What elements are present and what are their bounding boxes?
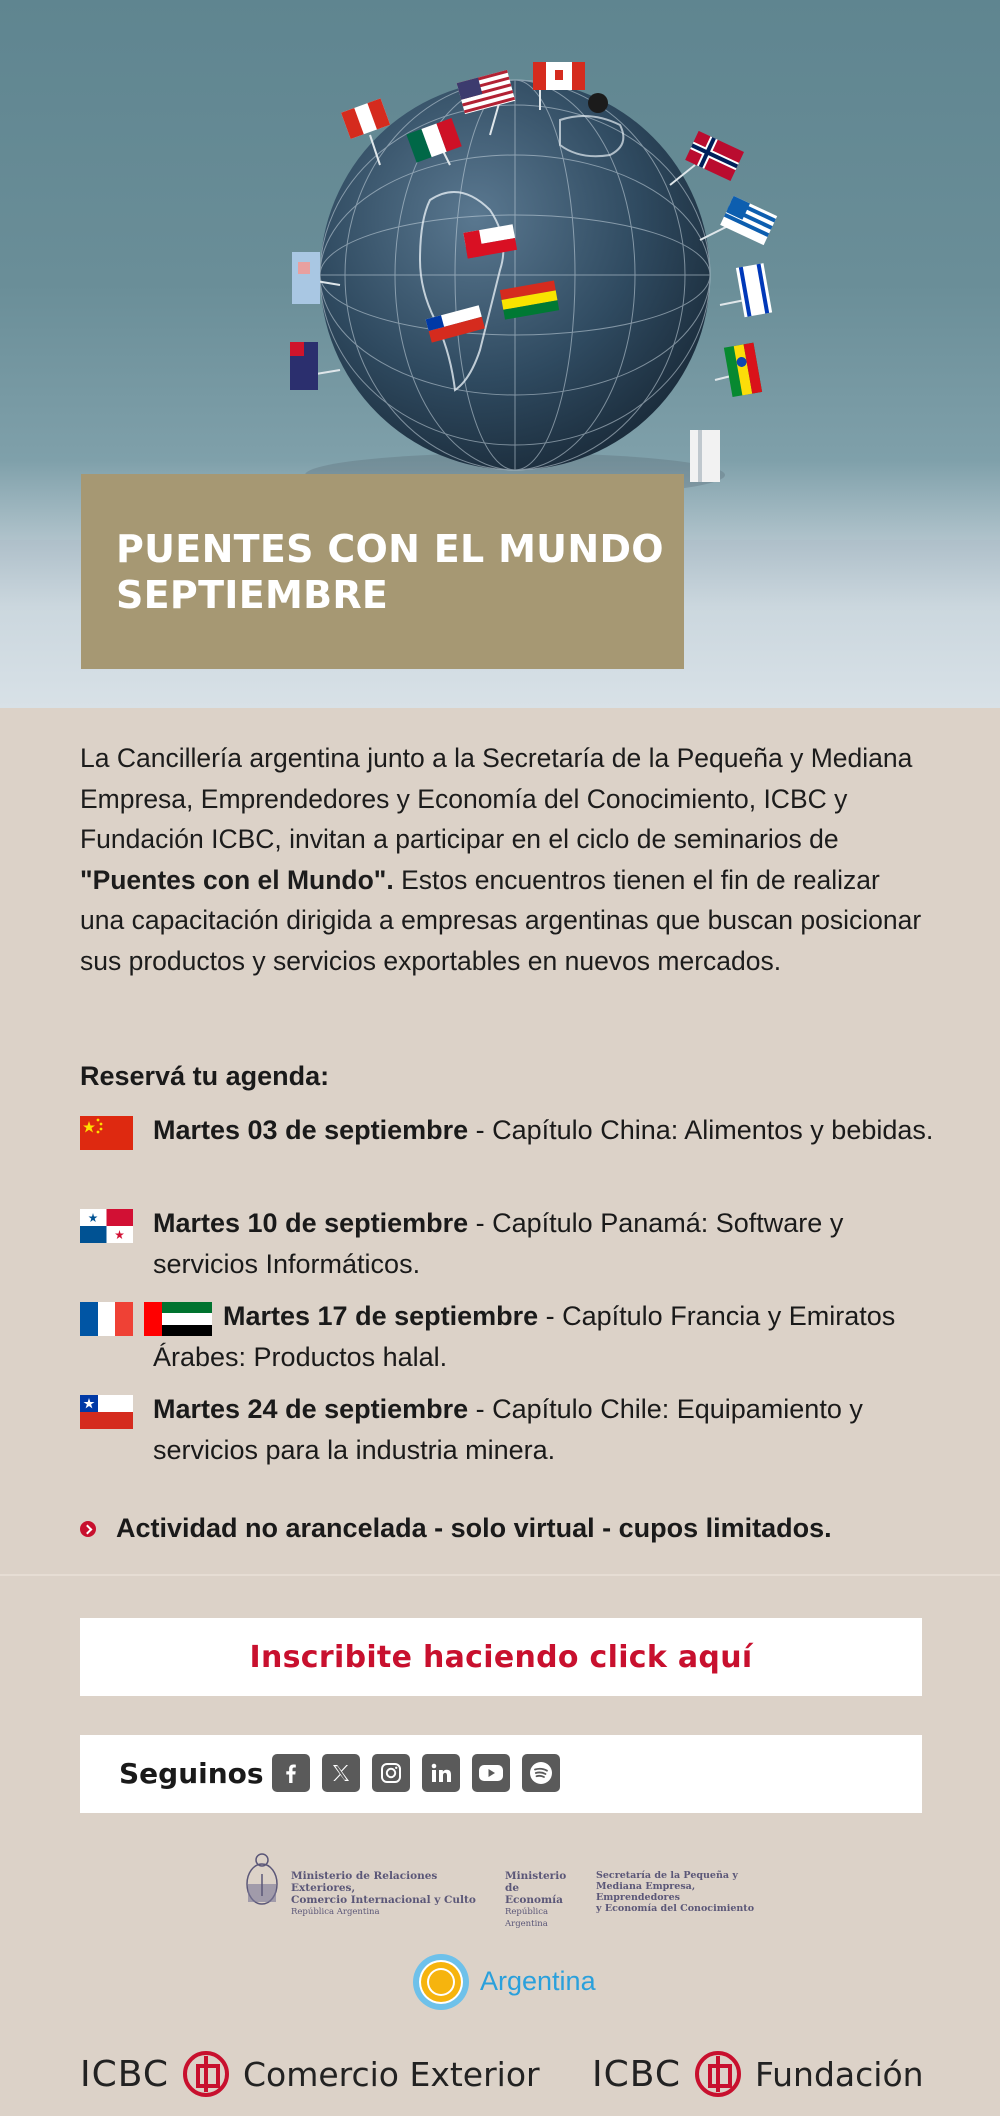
intro-paragraph xyxy=(80,738,930,981)
hero-title xyxy=(116,526,664,618)
ministry-line: y Economía del Conocimiento xyxy=(596,1903,755,1914)
argentina-logo xyxy=(410,1951,610,2013)
ministry-sub: República Argentina xyxy=(291,1907,380,1917)
section-divider xyxy=(0,1574,1000,1576)
ministry-foreign-affairs xyxy=(291,1870,491,1918)
event-item-francia-emiratos xyxy=(80,1296,940,1377)
icbc-seal-icon xyxy=(695,2051,741,2097)
icbc-seal-icon xyxy=(183,2051,229,2097)
activity-note xyxy=(80,1513,832,1544)
event-description: - Capítulo Francia y Emiratos Árabes: Productos halal. xyxy=(153,1301,896,1372)
ministries-logos xyxy=(243,1850,763,1929)
uae-flag-icon xyxy=(144,1302,212,1336)
x-icon[interactable] xyxy=(322,1754,360,1792)
social-label: Seguinos xyxy=(119,1757,264,1790)
event-description: - Capítulo Panamá: Software y servicios Informáticos. xyxy=(153,1208,844,1279)
hero-title-box xyxy=(81,474,684,669)
argentina-coat-of-arms-icon xyxy=(243,1850,281,1912)
argentina-wordmark: Argentina xyxy=(480,1966,596,1996)
register-button[interactable]: Inscribite haciendo click aquí xyxy=(80,1618,922,1696)
activity-note-text: Actividad no arancelada - solo virtual - cupos limitados. xyxy=(116,1513,832,1543)
fundacion-label: Fundación xyxy=(754,2054,924,2094)
agenda-title: Reservá tu agenda: xyxy=(80,1061,330,1091)
ministry-sub: República Argentina xyxy=(505,1907,549,1929)
ministry-line: Ministerio xyxy=(505,1870,567,1882)
secretariat-pyme xyxy=(596,1870,766,1914)
instagram-icon[interactable] xyxy=(372,1754,410,1792)
icbc-fundacion-logo xyxy=(592,2048,924,2100)
ministry-line: de Economía xyxy=(505,1882,563,1906)
event-description: - Capítulo China: Alimentos y bebidas. xyxy=(468,1115,934,1145)
linkedin-icon[interactable] xyxy=(422,1754,460,1792)
ministry-line: Ministerio de Relaciones Exteriores, xyxy=(291,1870,438,1894)
event-item-panama xyxy=(80,1203,940,1284)
event-item-chile xyxy=(80,1389,940,1470)
ministry-line: Comercio Internacional y Culto xyxy=(291,1894,476,1906)
ministry-line: Mediana Empresa, Emprendedores xyxy=(596,1881,696,1903)
chile-flag-icon xyxy=(80,1395,133,1429)
comercio-exterior-label: Comercio Exterior xyxy=(242,2054,540,2094)
icbc-wordmark: ICBC xyxy=(80,2053,169,2095)
icbc-comercio-exterior-logo xyxy=(80,2048,540,2100)
panama-flag-icon xyxy=(80,1209,133,1243)
hero-banner xyxy=(0,0,1000,708)
ministry-economy xyxy=(505,1870,575,1930)
event-description: - Capítulo Chile: Equipamiento y servicios para la industria minera. xyxy=(153,1394,863,1465)
hero-title-line2: SEPTIEMBRE xyxy=(116,573,389,617)
youtube-icon[interactable] xyxy=(472,1754,510,1792)
china-flag-icon xyxy=(80,1116,133,1150)
intro-bold-series-name: "Puentes con el Mundo". xyxy=(80,864,394,895)
sun-of-may-icon xyxy=(410,1951,472,2013)
facebook-icon[interactable] xyxy=(272,1754,310,1792)
event-date: Martes 03 de septiembre xyxy=(153,1115,469,1145)
france-flag-icon xyxy=(80,1302,133,1336)
ministry-line: Secretaría de la Pequeña y xyxy=(596,1870,738,1881)
chevron-right-bullet-icon xyxy=(80,1521,96,1537)
social-bar xyxy=(80,1735,922,1813)
event-date: Martes 17 de septiembre xyxy=(223,1301,539,1331)
event-item-china xyxy=(80,1110,940,1151)
spotify-icon[interactable] xyxy=(522,1754,560,1792)
event-date: Martes 24 de septiembre xyxy=(153,1394,469,1424)
event-date: Martes 10 de septiembre xyxy=(153,1208,469,1238)
icbc-wordmark: ICBC xyxy=(592,2053,681,2095)
intro-text-part2: Estos encuentros tienen el fin de realizar una capacitación dirigida a empresas argentinas que buscan posicionar sus productos y servicios exportables en nuevos mercados. xyxy=(80,864,922,976)
hero-title-line1: PUENTES CON EL MUNDO xyxy=(116,527,664,571)
intro-text-part1: La Cancillería argentina junto a la Secretaría de la Pequeña y Mediana Empresa, Emprendedores y Economía del Conocimiento, ICBC y Fundación ICBC, invitan a participar en el ciclo de seminarios de xyxy=(80,743,913,854)
